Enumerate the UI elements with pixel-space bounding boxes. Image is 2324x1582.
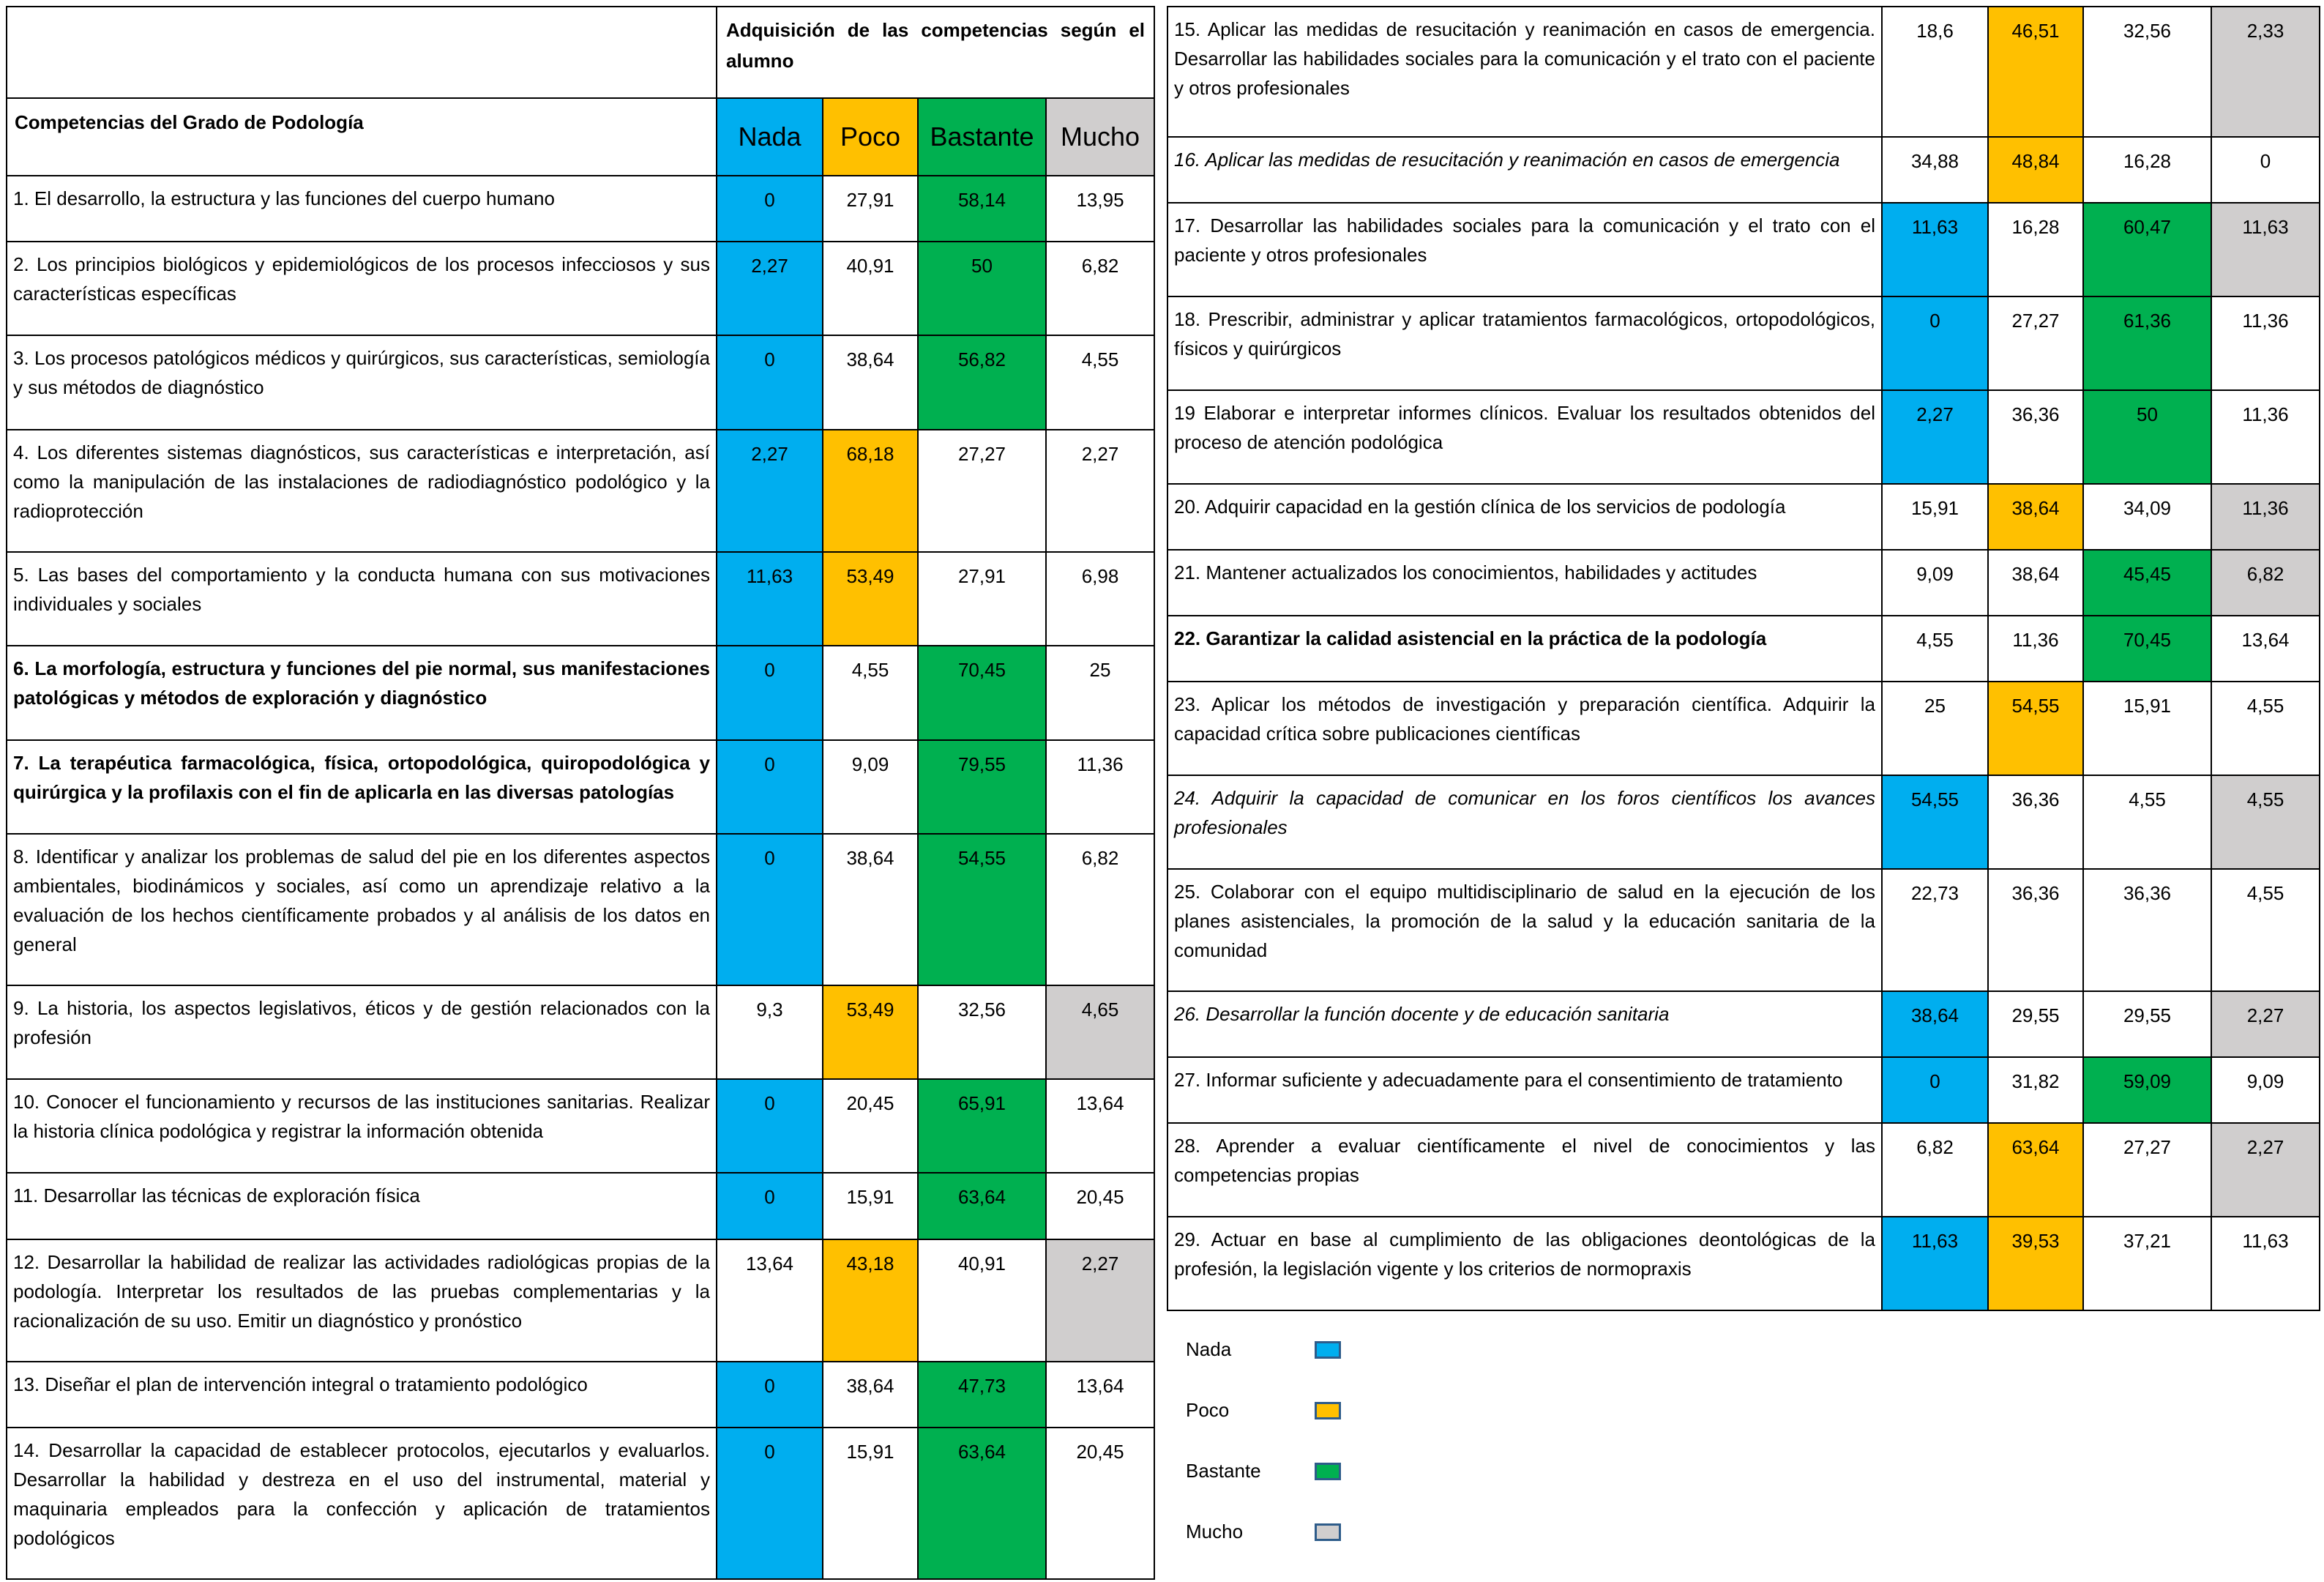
value-nada: 2,27 bbox=[1882, 390, 1988, 484]
legend-swatch bbox=[1315, 1402, 1341, 1419]
legend-item bbox=[1186, 1452, 1420, 1513]
table-row bbox=[7, 242, 1154, 335]
table-row bbox=[7, 1173, 1154, 1239]
value-bastante: 61,36 bbox=[2083, 296, 2211, 390]
value-bastante: 4,55 bbox=[2083, 775, 2211, 869]
value-poco: 46,51 bbox=[1988, 7, 2083, 137]
value-bastante: 58,14 bbox=[918, 176, 1046, 242]
table-row bbox=[7, 740, 1154, 834]
value-bastante: 27,27 bbox=[918, 430, 1046, 552]
table-row bbox=[7, 1079, 1154, 1173]
value-poco: 38,64 bbox=[1988, 550, 2083, 616]
value-nada: 0 bbox=[717, 1428, 823, 1579]
table-row bbox=[7, 176, 1154, 242]
value-mucho: 2,27 bbox=[2211, 991, 2320, 1057]
value-nada: 13,64 bbox=[717, 1239, 823, 1362]
competency-text: 4. Los diferentes sistemas diagnósticos, sus características e interpretación, así como la manipulación de las instalaciones de radiodiagnóstico podológico y la radioprotección bbox=[7, 430, 717, 552]
competency-text: 10. Conocer el funcionamiento y recursos de las instituciones sanitarias. Realizar la historia clínica podológica y registrar la información obtenida bbox=[7, 1079, 717, 1173]
value-nada: 11,63 bbox=[1882, 203, 1988, 296]
legend-label: Mucho bbox=[1186, 1521, 1244, 1542]
value-bastante: 37,21 bbox=[2083, 1217, 2211, 1310]
competency-text: 19 Elaborar e interpretar informes clínicos. Evaluar los resultados obtenidos del proceso de atención podológica bbox=[1167, 390, 1882, 484]
table-row bbox=[1167, 296, 2320, 390]
table-title: Adquisición de las competencias según el alumno bbox=[717, 7, 1154, 98]
table-row bbox=[1167, 550, 2320, 616]
value-mucho: 11,63 bbox=[2211, 1217, 2320, 1310]
table-row bbox=[7, 335, 1154, 429]
table-row bbox=[7, 1239, 1154, 1362]
value-bastante: 50 bbox=[918, 242, 1046, 335]
value-nada: 11,63 bbox=[717, 552, 823, 646]
value-poco: 9,09 bbox=[823, 740, 918, 834]
table-row bbox=[7, 1362, 1154, 1428]
table-row bbox=[1167, 991, 2320, 1057]
legend-swatch bbox=[1315, 1341, 1341, 1359]
value-mucho: 11,36 bbox=[2211, 484, 2320, 550]
value-nada: 0 bbox=[1882, 296, 1988, 390]
value-mucho: 11,36 bbox=[2211, 390, 2320, 484]
value-mucho: 9,09 bbox=[2211, 1057, 2320, 1123]
value-nada: 9,3 bbox=[717, 985, 823, 1079]
value-bastante: 50 bbox=[2083, 390, 2211, 484]
value-poco: 38,64 bbox=[823, 335, 918, 429]
value-poco: 38,64 bbox=[1988, 484, 2083, 550]
value-bastante: 16,28 bbox=[2083, 137, 2211, 203]
competency-text: 8. Identificar y analizar los problemas de salud del pie en los diferentes aspectos ambientales, biodinámicos y sociales, así como un aprendizaje relativo a la evaluación de los hechos científicamente probados y al análisis de los datos en general bbox=[7, 834, 717, 985]
value-nada: 6,82 bbox=[1882, 1123, 1988, 1217]
value-nada: 0 bbox=[717, 335, 823, 429]
competency-text: 18. Prescribir, administrar y aplicar tratamientos farmacológicos, ortopodológicos, físicos y quirúrgicos bbox=[1167, 296, 1882, 390]
table-row bbox=[1167, 616, 2320, 682]
value-poco: 4,55 bbox=[823, 646, 918, 739]
value-nada: 54,55 bbox=[1882, 775, 1988, 869]
value-nada: 0 bbox=[717, 1362, 823, 1428]
competency-text: 26. Desarrollar la función docente y de educación sanitaria bbox=[1167, 991, 1882, 1057]
value-bastante: 70,45 bbox=[2083, 616, 2211, 682]
competency-text: 20. Adquirir capacidad en la gestión clínica de los servicios de podología bbox=[1167, 484, 1882, 550]
value-mucho: 0 bbox=[2211, 137, 2320, 203]
value-bastante: 27,91 bbox=[918, 552, 1046, 646]
value-nada: 0 bbox=[717, 740, 823, 834]
value-bastante: 32,56 bbox=[918, 985, 1046, 1079]
competency-text: 2. Los principios biológicos y epidemiológicos de los procesos infecciosos y sus características específicas bbox=[7, 242, 717, 335]
value-poco: 54,55 bbox=[1988, 682, 2083, 775]
competency-text: 14. Desarrollar la capacidad de establecer protocolos, ejecutarlos y evaluarlos. Desarrollar la habilidad y destreza en el uso del instrumental, material y maquinaria empleados para la confección y aplicación de tratamientos podológicos bbox=[7, 1428, 717, 1579]
value-mucho: 2,33 bbox=[2211, 7, 2320, 137]
value-poco: 38,64 bbox=[823, 1362, 918, 1428]
value-nada: 0 bbox=[1882, 1057, 1988, 1123]
legend-label: Nada bbox=[1186, 1338, 1232, 1360]
table-row bbox=[1167, 869, 2320, 991]
value-nada: 0 bbox=[717, 834, 823, 985]
value-poco: 38,64 bbox=[823, 834, 918, 985]
value-nada: 18,6 bbox=[1882, 7, 1988, 137]
value-mucho: 13,64 bbox=[2211, 616, 2320, 682]
header-poco: Poco bbox=[823, 98, 918, 175]
value-nada: 4,55 bbox=[1882, 616, 1988, 682]
value-mucho: 11,36 bbox=[1046, 740, 1154, 834]
value-poco: 16,28 bbox=[1988, 203, 2083, 296]
value-bastante: 36,36 bbox=[2083, 869, 2211, 991]
value-mucho: 13,95 bbox=[1046, 176, 1154, 242]
value-nada: 0 bbox=[717, 1079, 823, 1173]
value-poco: 53,49 bbox=[823, 552, 918, 646]
header-nada: Nada bbox=[717, 98, 823, 175]
value-bastante: 40,91 bbox=[918, 1239, 1046, 1362]
legend-swatch bbox=[1315, 1523, 1341, 1541]
value-mucho: 4,55 bbox=[1046, 335, 1154, 429]
value-nada: 2,27 bbox=[717, 242, 823, 335]
table-row bbox=[1167, 137, 2320, 203]
value-bastante: 63,64 bbox=[918, 1173, 1046, 1239]
value-mucho: 25 bbox=[1046, 646, 1154, 739]
competency-text: 28. Aprender a evaluar científicamente el nivel de conocimientos y las competencias propias bbox=[1167, 1123, 1882, 1217]
table-row bbox=[7, 985, 1154, 1079]
value-nada: 11,63 bbox=[1882, 1217, 1988, 1310]
table-row bbox=[7, 1428, 1154, 1579]
table-row bbox=[7, 430, 1154, 552]
value-mucho: 11,63 bbox=[2211, 203, 2320, 296]
table-row bbox=[1167, 1217, 2320, 1310]
legend-label: Bastante bbox=[1186, 1460, 1261, 1482]
value-bastante: 65,91 bbox=[918, 1079, 1046, 1173]
value-nada: 0 bbox=[717, 646, 823, 739]
competency-text: 9. La historia, los aspectos legislativos, éticos y de gestión relacionados con la profesión bbox=[7, 985, 717, 1079]
value-nada: 0 bbox=[717, 1173, 823, 1239]
value-bastante: 47,73 bbox=[918, 1362, 1046, 1428]
table-row bbox=[1167, 775, 2320, 869]
value-mucho: 6,82 bbox=[1046, 242, 1154, 335]
value-bastante: 29,55 bbox=[2083, 991, 2211, 1057]
legend bbox=[1186, 1331, 1420, 1574]
value-poco: 40,91 bbox=[823, 242, 918, 335]
competency-text: 22. Garantizar la calidad asistencial en la práctica de la podología bbox=[1167, 616, 1882, 682]
value-bastante: 54,55 bbox=[918, 834, 1046, 985]
table-row bbox=[1167, 390, 2320, 484]
value-mucho: 2,27 bbox=[1046, 430, 1154, 552]
value-bastante: 34,09 bbox=[2083, 484, 2211, 550]
value-nada: 9,09 bbox=[1882, 550, 1988, 616]
value-bastante: 45,45 bbox=[2083, 550, 2211, 616]
table-row bbox=[1167, 203, 2320, 296]
competency-text: 12. Desarrollar la habilidad de realizar las actividades radiológicas propias de la podología. Interpretar los resultados de las pruebas complementarias y la racionalización de su uso. Emitir un diagnóstico y pronóstico bbox=[7, 1239, 717, 1362]
value-poco: 63,64 bbox=[1988, 1123, 2083, 1217]
legend-item bbox=[1186, 1331, 1420, 1392]
value-mucho: 2,27 bbox=[1046, 1239, 1154, 1362]
value-poco: 11,36 bbox=[1988, 616, 2083, 682]
table-row bbox=[7, 834, 1154, 985]
value-poco: 36,36 bbox=[1988, 869, 2083, 991]
competency-text: 29. Actuar en base al cumplimiento de las obligaciones deontológicas de la profesión, la legislación vigente y los criterios de normopraxis bbox=[1167, 1217, 1882, 1310]
value-bastante: 60,47 bbox=[2083, 203, 2211, 296]
competency-text: 25. Colaborar con el equipo multidisciplinario de salud en la ejecución de los planes asistenciales, la promoción de la salud y la educación sanitaria de la comunidad bbox=[1167, 869, 1882, 991]
legend-swatch bbox=[1315, 1463, 1341, 1480]
table-row bbox=[1167, 7, 2320, 137]
value-bastante: 32,56 bbox=[2083, 7, 2211, 137]
value-nada: 34,88 bbox=[1882, 137, 1988, 203]
value-mucho: 20,45 bbox=[1046, 1428, 1154, 1579]
table-row bbox=[1167, 484, 2320, 550]
competency-text: 5. Las bases del comportamiento y la conducta humana con sus motivaciones individuales y sociales bbox=[7, 552, 717, 646]
competency-text: 16. Aplicar las medidas de resucitación y reanimación en casos de emergencia bbox=[1167, 137, 1882, 203]
value-nada: 0 bbox=[717, 176, 823, 242]
competency-text: 17. Desarrollar las habilidades sociales para la comunicación y el trato con el paciente y otros profesionales bbox=[1167, 203, 1882, 296]
value-bastante: 27,27 bbox=[2083, 1123, 2211, 1217]
competency-text: 6. La morfología, estructura y funciones del pie normal, sus manifestaciones patológicas y métodos de exploración y diagnóstico bbox=[7, 646, 717, 739]
value-poco: 20,45 bbox=[823, 1079, 918, 1173]
value-poco: 27,27 bbox=[1988, 296, 2083, 390]
value-poco: 36,36 bbox=[1988, 775, 2083, 869]
value-poco: 68,18 bbox=[823, 430, 918, 552]
competency-text: 23. Aplicar los métodos de investigación y preparación científica. Adquirir la capacidad crítica sobre publicaciones científicas bbox=[1167, 682, 1882, 775]
value-nada: 38,64 bbox=[1882, 991, 1988, 1057]
table-row bbox=[1167, 1057, 2320, 1123]
value-poco: 36,36 bbox=[1988, 390, 2083, 484]
competency-text: 24. Adquirir la capacidad de comunicar en los foros científicos los avances profesionales bbox=[1167, 775, 1882, 869]
value-bastante: 56,82 bbox=[918, 335, 1046, 429]
value-poco: 15,91 bbox=[823, 1428, 918, 1579]
competencies-table-left bbox=[6, 6, 1155, 1580]
competency-text: 3. Los procesos patológicos médicos y quirúrgicos, sus características, semiología y sus métodos de diagnóstico bbox=[7, 335, 717, 429]
value-poco: 48,84 bbox=[1988, 137, 2083, 203]
competency-text: 21. Mantener actualizados los conocimientos, habilidades y actitudes bbox=[1167, 550, 1882, 616]
value-bastante: 59,09 bbox=[2083, 1057, 2211, 1123]
value-mucho: 6,98 bbox=[1046, 552, 1154, 646]
value-nada: 22,73 bbox=[1882, 869, 1988, 991]
header-blank-cell bbox=[7, 7, 717, 98]
competencies-header: Competencias del Grado de Podología bbox=[7, 98, 717, 175]
legend-item bbox=[1186, 1513, 1420, 1574]
value-nada: 2,27 bbox=[717, 430, 823, 552]
value-bastante: 79,55 bbox=[918, 740, 1046, 834]
value-mucho: 4,55 bbox=[2211, 775, 2320, 869]
legend-item bbox=[1186, 1392, 1420, 1452]
value-bastante: 70,45 bbox=[918, 646, 1046, 739]
value-mucho: 4,65 bbox=[1046, 985, 1154, 1079]
competency-text: 13. Diseñar el plan de intervención integral o tratamiento podológico bbox=[7, 1362, 717, 1428]
competency-text: 27. Informar suficiente y adecuadamente para el consentimiento de tratamiento bbox=[1167, 1057, 1882, 1123]
value-nada: 15,91 bbox=[1882, 484, 1988, 550]
value-mucho: 4,55 bbox=[2211, 682, 2320, 775]
legend-label: Poco bbox=[1186, 1399, 1230, 1421]
value-bastante: 63,64 bbox=[918, 1428, 1046, 1579]
value-poco: 39,53 bbox=[1988, 1217, 2083, 1310]
competency-text: 1. El desarrollo, la estructura y las funciones del cuerpo humano bbox=[7, 176, 717, 242]
value-mucho: 4,55 bbox=[2211, 869, 2320, 991]
value-poco: 29,55 bbox=[1988, 991, 2083, 1057]
value-mucho: 20,45 bbox=[1046, 1173, 1154, 1239]
table-row bbox=[1167, 1123, 2320, 1217]
competency-text: 7. La terapéutica farmacológica, física, ortopodológica, quiropodológica y quirúrgica y la profilaxis con el fin de aplicarla en las diversas patologías bbox=[7, 740, 717, 834]
value-poco: 27,91 bbox=[823, 176, 918, 242]
value-nada: 25 bbox=[1882, 682, 1988, 775]
competency-text: 15. Aplicar las medidas de resucitación y reanimación en casos de emergencia. Desarrollar las habilidades sociales para la comunicación y el trato con el paciente y otros profesionales bbox=[1167, 7, 1882, 137]
value-poco: 31,82 bbox=[1988, 1057, 2083, 1123]
value-poco: 53,49 bbox=[823, 985, 918, 1079]
value-mucho: 11,36 bbox=[2211, 296, 2320, 390]
value-bastante: 15,91 bbox=[2083, 682, 2211, 775]
value-mucho: 6,82 bbox=[1046, 834, 1154, 985]
table-row bbox=[7, 646, 1154, 739]
value-mucho: 13,64 bbox=[1046, 1362, 1154, 1428]
competencies-table-right bbox=[1167, 6, 2320, 1311]
value-mucho: 6,82 bbox=[2211, 550, 2320, 616]
value-mucho: 13,64 bbox=[1046, 1079, 1154, 1173]
table-row bbox=[1167, 682, 2320, 775]
header-bastante: Bastante bbox=[918, 98, 1046, 175]
value-mucho: 2,27 bbox=[2211, 1123, 2320, 1217]
table-row bbox=[7, 552, 1154, 646]
value-poco: 43,18 bbox=[823, 1239, 918, 1362]
header-mucho: Mucho bbox=[1046, 98, 1154, 175]
value-poco: 15,91 bbox=[823, 1173, 918, 1239]
competency-text: 11. Desarrollar las técnicas de exploración física bbox=[7, 1173, 717, 1239]
